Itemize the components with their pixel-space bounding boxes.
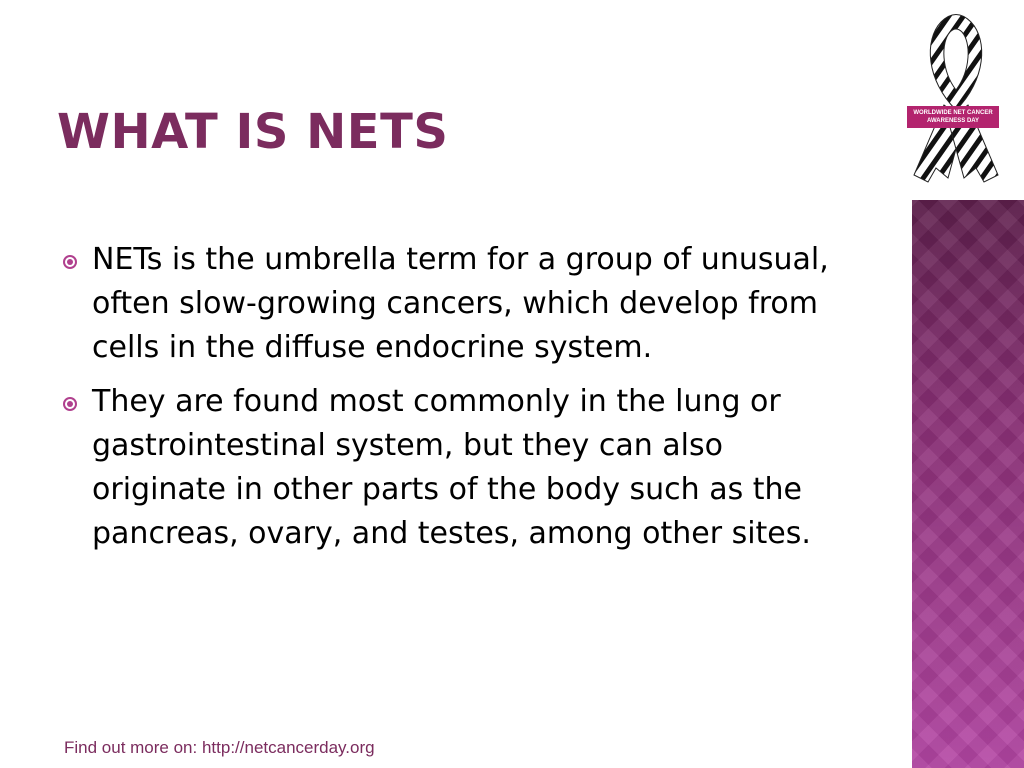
bullet-item <box>62 238 862 370</box>
bullet-list <box>62 238 862 566</box>
circle-bullet-icon <box>63 255 77 269</box>
bullet-item <box>62 380 862 556</box>
banner-line-2: AWARENESS DAY <box>926 118 980 124</box>
footer-link-text[interactable]: Find out more on: http://netcancerday.org <box>64 738 375 757</box>
bullet-text: They are found most commonly in the lung or gastrointestinal system, but they can also originate in other parts of the body such as the pancreas, ovary, and testes, among other sites. <box>92 384 811 551</box>
zebra-ribbon-icon <box>906 10 1006 190</box>
circle-bullet-icon <box>63 397 77 411</box>
bullet-text: NETs is the umbrella term for a group of unusual, often slow-growing cancers, which develop from cells in the diffuse endocrine system. <box>92 242 829 365</box>
banner-line-1: WORLDWIDE NET CANCER <box>913 110 993 116</box>
decorative-side-band <box>912 200 1024 768</box>
awareness-day-banner <box>907 106 999 128</box>
slide-title: WHAT IS NETS <box>57 104 449 160</box>
